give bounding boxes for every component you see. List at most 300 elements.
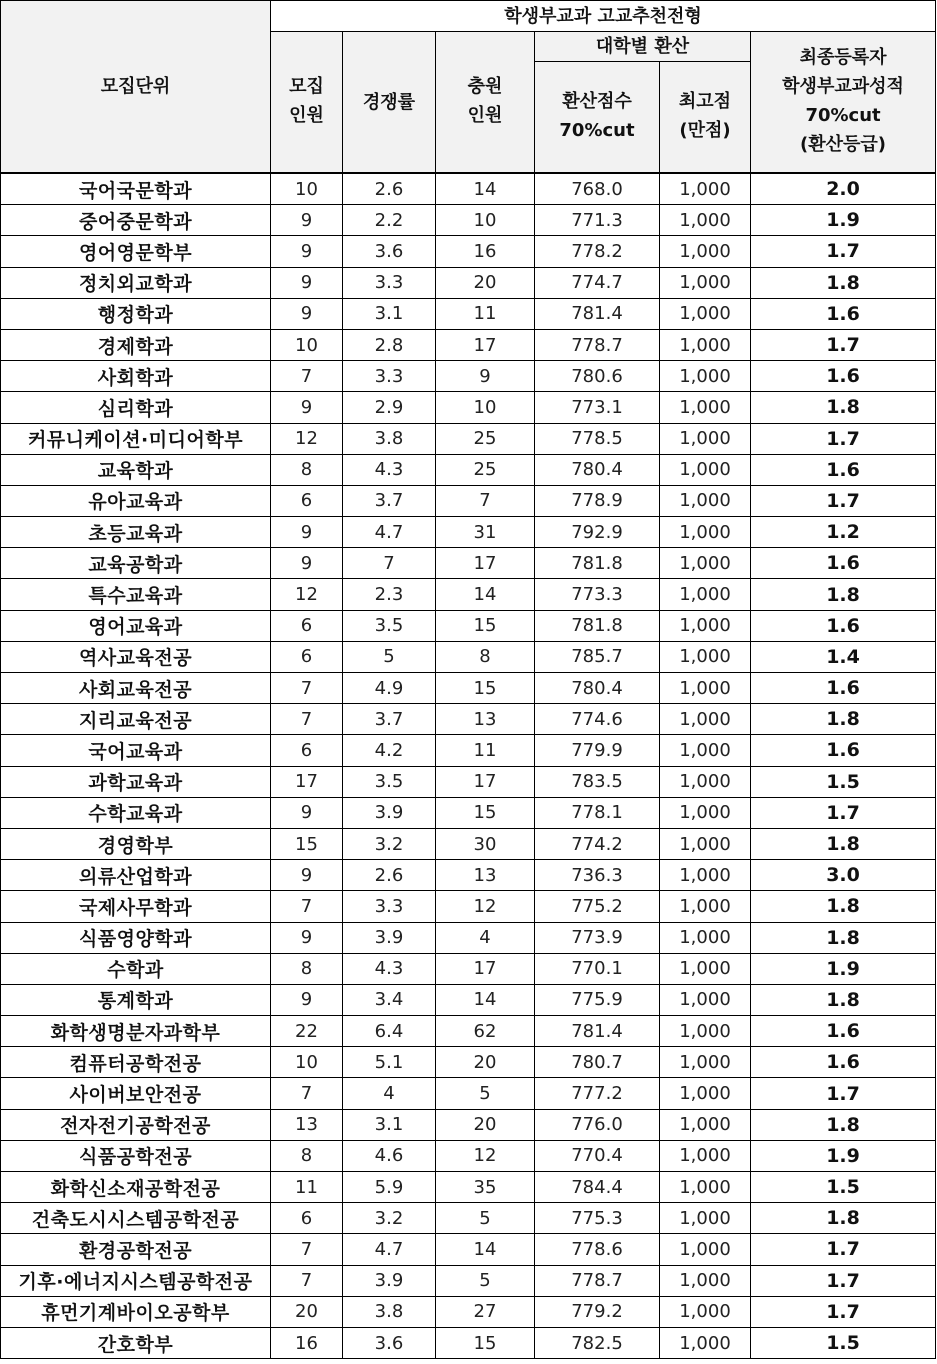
table-row [1,423,936,454]
competition-cell: 3.7 [343,704,436,735]
max-score-cell: 1,000 [660,860,751,891]
table-row [1,828,936,859]
score-cell: 779.9 [535,735,660,766]
grade-cell: 1.7 [751,423,936,454]
table-row [1,392,936,423]
score-cell: 781.4 [535,298,660,329]
quota-cell: 7 [271,1234,343,1265]
table-row [1,953,936,984]
competition-cell: 3.5 [343,610,436,641]
score-cell: 773.3 [535,579,660,610]
waitlist-cell: 14 [436,579,535,610]
quota-cell: 8 [271,454,343,485]
waitlist-cell: 14 [436,1234,535,1265]
grade-cell: 1.7 [751,329,936,360]
unit-cell: 의류산업학과 [1,860,271,891]
header-max [660,62,751,174]
waitlist-cell: 9 [436,361,535,392]
table-row [1,984,936,1015]
max-score-cell: 1,000 [660,1140,751,1171]
header-track: 학생부교과 고교추천전형 [271,1,936,32]
table-row [1,1327,936,1358]
table-row [1,205,936,236]
grade-cell: 1.6 [751,454,936,485]
score-cell: 781.4 [535,1016,660,1047]
grade-cell: 1.6 [751,735,936,766]
waitlist-cell: 13 [436,704,535,735]
score-cell: 777.2 [535,1078,660,1109]
score-cell: 780.4 [535,454,660,485]
competition-cell: 3.3 [343,361,436,392]
unit-cell: 통계학과 [1,984,271,1015]
max-score-cell: 1,000 [660,953,751,984]
grade-cell: 1.8 [751,704,936,735]
grade-cell: 1.6 [751,548,936,579]
max-score-cell: 1,000 [660,1016,751,1047]
competition-cell: 3.9 [343,1265,436,1296]
unit-cell: 지리교육전공 [1,704,271,735]
quota-cell: 7 [271,1078,343,1109]
competition-cell: 3.5 [343,766,436,797]
table-row [1,173,936,205]
grade-cell: 1.5 [751,1172,936,1203]
competition-cell: 6.4 [343,1016,436,1047]
waitlist-cell: 15 [436,673,535,704]
max-score-cell: 1,000 [660,1296,751,1327]
grade-cell: 1.7 [751,236,936,267]
competition-cell: 2.6 [343,173,436,205]
max-score-cell: 1,000 [660,173,751,205]
grade-cell: 1.8 [751,1203,936,1234]
header-score-line1: 환산점수 [562,91,632,113]
competition-cell: 3.2 [343,1203,436,1234]
competition-cell: 5 [343,641,436,672]
table-row [1,329,936,360]
score-cell: 778.6 [535,1234,660,1265]
quota-cell: 10 [271,329,343,360]
table-row [1,1265,936,1296]
table-row [1,548,936,579]
grade-cell: 1.2 [751,517,936,548]
grade-cell: 1.8 [751,984,936,1015]
max-score-cell: 1,000 [660,828,751,859]
table-row [1,766,936,797]
header-competition: 경쟁률 [343,32,436,174]
quota-cell: 9 [271,236,343,267]
grade-cell: 1.9 [751,953,936,984]
unit-cell: 수학교육과 [1,797,271,828]
quota-cell: 10 [271,173,343,205]
max-score-cell: 1,000 [660,797,751,828]
unit-cell: 수학과 [1,953,271,984]
max-score-cell: 1,000 [660,548,751,579]
score-cell: 778.9 [535,485,660,516]
score-cell: 768.0 [535,173,660,205]
quota-cell: 9 [271,922,343,953]
competition-cell: 4 [343,1078,436,1109]
competition-cell: 4.6 [343,1140,436,1171]
score-cell: 784.4 [535,1172,660,1203]
waitlist-cell: 25 [436,454,535,485]
competition-cell: 3.7 [343,485,436,516]
competition-cell: 2.2 [343,205,436,236]
quota-cell: 9 [271,392,343,423]
grade-cell: 1.8 [751,579,936,610]
header-waitlist [436,32,535,174]
waitlist-cell: 17 [436,953,535,984]
table-row [1,704,936,735]
quota-cell: 13 [271,1109,343,1140]
table-row [1,1203,936,1234]
grade-cell: 1.6 [751,298,936,329]
table-row [1,735,936,766]
grade-cell: 1.6 [751,1047,936,1078]
table-header [1,1,936,174]
waitlist-cell: 20 [436,267,535,298]
score-cell: 775.9 [535,984,660,1015]
table-row [1,517,936,548]
unit-cell: 심리학과 [1,392,271,423]
table-row [1,641,936,672]
competition-cell: 2.9 [343,392,436,423]
quota-cell: 20 [271,1296,343,1327]
waitlist-cell: 17 [436,548,535,579]
header-final-grade [751,32,936,174]
grade-cell: 1.7 [751,1078,936,1109]
max-score-cell: 1,000 [660,1327,751,1358]
unit-cell: 영어영문학부 [1,236,271,267]
unit-cell: 역사교육전공 [1,641,271,672]
grade-cell: 1.5 [751,1327,936,1358]
score-cell: 780.6 [535,361,660,392]
header-max-line1: 최고점 [678,91,732,113]
score-cell: 778.5 [535,423,660,454]
max-score-cell: 1,000 [660,485,751,516]
competition-cell: 4.9 [343,673,436,704]
table-row [1,1047,936,1078]
unit-cell: 교육공학과 [1,548,271,579]
header-waitlist-line1: 충원 [467,76,503,98]
unit-cell: 기후·에너지시스템공학전공 [1,1265,271,1296]
score-cell: 792.9 [535,517,660,548]
header-score-line2: 70%cut [559,120,635,141]
header-quota-line2: 인원 [289,105,324,126]
max-score-cell: 1,000 [660,641,751,672]
unit-cell: 건축도시시스템공학전공 [1,1203,271,1234]
competition-cell: 3.2 [343,828,436,859]
score-cell: 770.4 [535,1140,660,1171]
unit-cell: 컴퓨터공학전공 [1,1047,271,1078]
max-score-cell: 1,000 [660,1234,751,1265]
waitlist-cell: 17 [436,766,535,797]
table-row [1,454,936,485]
waitlist-cell: 17 [436,329,535,360]
competition-cell: 5.1 [343,1047,436,1078]
score-cell: 785.7 [535,641,660,672]
competition-cell: 3.1 [343,1109,436,1140]
grade-cell: 1.7 [751,1265,936,1296]
score-cell: 773.9 [535,922,660,953]
table-row [1,361,936,392]
waitlist-cell: 20 [436,1109,535,1140]
quota-cell: 7 [271,1265,343,1296]
quota-cell: 8 [271,953,343,984]
waitlist-cell: 4 [436,922,535,953]
quota-cell: 9 [271,984,343,1015]
header-final-line4: (환산등급) [800,133,887,155]
max-score-cell: 1,000 [660,891,751,922]
waitlist-cell: 10 [436,392,535,423]
table-row [1,1296,936,1327]
max-score-cell: 1,000 [660,1203,751,1234]
max-score-cell: 1,000 [660,454,751,485]
quota-cell: 6 [271,610,343,641]
max-score-cell: 1,000 [660,392,751,423]
competition-cell: 3.1 [343,298,436,329]
quota-cell: 10 [271,1047,343,1078]
score-cell: 778.2 [535,236,660,267]
header-final-line3: 70%cut [805,105,881,126]
quota-cell: 9 [271,205,343,236]
quota-cell: 6 [271,641,343,672]
waitlist-cell: 14 [436,984,535,1015]
grade-cell: 1.8 [751,392,936,423]
competition-cell: 4.7 [343,517,436,548]
quota-cell: 9 [271,298,343,329]
waitlist-cell: 5 [436,1265,535,1296]
quota-cell: 6 [271,1203,343,1234]
unit-cell: 국제사무학과 [1,891,271,922]
score-cell: 783.5 [535,766,660,797]
grade-cell: 1.9 [751,1140,936,1171]
unit-cell: 환경공학전공 [1,1234,271,1265]
grade-cell: 1.8 [751,267,936,298]
grade-cell: 1.8 [751,922,936,953]
table-row [1,1234,936,1265]
table-row [1,922,936,953]
unit-cell: 정치외교학과 [1,267,271,298]
grade-cell: 1.8 [751,1109,936,1140]
score-cell: 775.3 [535,1203,660,1234]
unit-cell: 국어국문학과 [1,173,271,205]
competition-cell: 3.4 [343,984,436,1015]
unit-cell: 초등교육과 [1,517,271,548]
score-cell: 779.2 [535,1296,660,1327]
max-score-cell: 1,000 [660,922,751,953]
unit-cell: 간호학부 [1,1327,271,1358]
unit-cell: 행정학과 [1,298,271,329]
table-row [1,673,936,704]
score-cell: 781.8 [535,610,660,641]
grade-cell: 1.5 [751,766,936,797]
unit-cell: 경영학부 [1,828,271,859]
table-row [1,1172,936,1203]
table-row [1,891,936,922]
grade-cell: 1.6 [751,1016,936,1047]
waitlist-cell: 11 [436,735,535,766]
quota-cell: 7 [271,673,343,704]
unit-cell: 식품영양학과 [1,922,271,953]
quota-cell: 15 [271,828,343,859]
table-row [1,236,936,267]
grade-cell: 1.8 [751,891,936,922]
max-score-cell: 1,000 [660,267,751,298]
max-score-cell: 1,000 [660,1047,751,1078]
table-body [1,173,936,1359]
competition-cell: 2.8 [343,329,436,360]
quota-cell: 12 [271,423,343,454]
score-cell: 775.2 [535,891,660,922]
score-cell: 776.0 [535,1109,660,1140]
score-cell: 774.6 [535,704,660,735]
unit-cell: 교육학과 [1,454,271,485]
max-score-cell: 1,000 [660,579,751,610]
competition-cell: 3.9 [343,922,436,953]
max-score-cell: 1,000 [660,1078,751,1109]
score-cell: 778.7 [535,1265,660,1296]
waitlist-cell: 10 [436,205,535,236]
table-row [1,860,936,891]
unit-cell: 식품공학전공 [1,1140,271,1171]
max-score-cell: 1,000 [660,1172,751,1203]
unit-cell: 경제학과 [1,329,271,360]
grade-cell: 1.4 [751,641,936,672]
grade-cell: 1.6 [751,673,936,704]
waitlist-cell: 5 [436,1078,535,1109]
grade-cell: 3.0 [751,860,936,891]
max-score-cell: 1,000 [660,1265,751,1296]
header-quota [271,32,343,174]
score-cell: 778.1 [535,797,660,828]
competition-cell: 7 [343,548,436,579]
competition-cell: 3.9 [343,797,436,828]
competition-cell: 4.2 [343,735,436,766]
max-score-cell: 1,000 [660,205,751,236]
score-cell: 773.1 [535,392,660,423]
header-max-line2: (만점) [679,120,731,141]
waitlist-cell: 13 [436,860,535,891]
quota-cell: 9 [271,548,343,579]
header-conversion-group: 대학별 환산 [535,32,751,62]
quota-cell: 9 [271,267,343,298]
grade-cell: 1.8 [751,828,936,859]
quota-cell: 22 [271,1016,343,1047]
waitlist-cell: 16 [436,236,535,267]
table-row [1,485,936,516]
quota-cell: 16 [271,1327,343,1358]
max-score-cell: 1,000 [660,236,751,267]
waitlist-cell: 35 [436,1172,535,1203]
score-cell: 782.5 [535,1327,660,1358]
competition-cell: 2.6 [343,860,436,891]
grade-cell: 1.7 [751,1296,936,1327]
max-score-cell: 1,000 [660,298,751,329]
quota-cell: 9 [271,517,343,548]
quota-cell: 6 [271,735,343,766]
quota-cell: 9 [271,797,343,828]
unit-cell: 중어중문학과 [1,205,271,236]
unit-cell: 화학신소재공학전공 [1,1172,271,1203]
max-score-cell: 1,000 [660,1109,751,1140]
competition-cell: 3.6 [343,1327,436,1358]
waitlist-cell: 62 [436,1016,535,1047]
max-score-cell: 1,000 [660,984,751,1015]
max-score-cell: 1,000 [660,423,751,454]
grade-cell: 1.7 [751,1234,936,1265]
table-row [1,1140,936,1171]
max-score-cell: 1,000 [660,329,751,360]
header-quota-line1: 모집 [289,76,324,98]
table-row [1,298,936,329]
unit-cell: 커뮤니케이션·미디어학부 [1,423,271,454]
score-cell: 781.8 [535,548,660,579]
score-cell: 778.7 [535,329,660,360]
header-final-line1: 최종등록자 [799,47,887,69]
grade-cell: 1.6 [751,361,936,392]
max-score-cell: 1,000 [660,704,751,735]
quota-cell: 8 [271,1140,343,1171]
grade-cell: 1.6 [751,610,936,641]
unit-cell: 사회교육전공 [1,673,271,704]
max-score-cell: 1,000 [660,610,751,641]
waitlist-cell: 31 [436,517,535,548]
quota-cell: 6 [271,485,343,516]
table-row [1,797,936,828]
waitlist-cell: 27 [436,1296,535,1327]
unit-cell: 특수교육과 [1,579,271,610]
table-row [1,579,936,610]
score-cell: 780.4 [535,673,660,704]
competition-cell: 4.3 [343,454,436,485]
grade-cell: 1.7 [751,797,936,828]
waitlist-cell: 12 [436,1140,535,1171]
competition-cell: 2.3 [343,579,436,610]
unit-cell: 영어교육과 [1,610,271,641]
header-unit: 모집단위 [1,1,271,174]
table-row [1,1078,936,1109]
score-cell: 771.3 [535,205,660,236]
competition-cell: 3.3 [343,891,436,922]
waitlist-cell: 30 [436,828,535,859]
quota-cell: 9 [271,860,343,891]
score-cell: 774.2 [535,828,660,859]
grade-cell: 1.9 [751,205,936,236]
quota-cell: 17 [271,766,343,797]
quota-cell: 11 [271,1172,343,1203]
quota-cell: 12 [271,579,343,610]
waitlist-cell: 5 [436,1203,535,1234]
waitlist-cell: 20 [436,1047,535,1078]
max-score-cell: 1,000 [660,735,751,766]
quota-cell: 7 [271,891,343,922]
table-row [1,267,936,298]
competition-cell: 3.3 [343,267,436,298]
unit-cell: 휴먼기계바이오공학부 [1,1296,271,1327]
competition-cell: 3.8 [343,1296,436,1327]
score-cell: 770.1 [535,953,660,984]
waitlist-cell: 14 [436,173,535,205]
waitlist-cell: 8 [436,641,535,672]
header-final-line2: 학생부교과성적 [782,76,904,98]
max-score-cell: 1,000 [660,361,751,392]
waitlist-cell: 11 [436,298,535,329]
competition-cell: 4.7 [343,1234,436,1265]
max-score-cell: 1,000 [660,673,751,704]
waitlist-cell: 15 [436,1327,535,1358]
max-score-cell: 1,000 [660,517,751,548]
waitlist-cell: 25 [436,423,535,454]
table-row [1,1109,936,1140]
